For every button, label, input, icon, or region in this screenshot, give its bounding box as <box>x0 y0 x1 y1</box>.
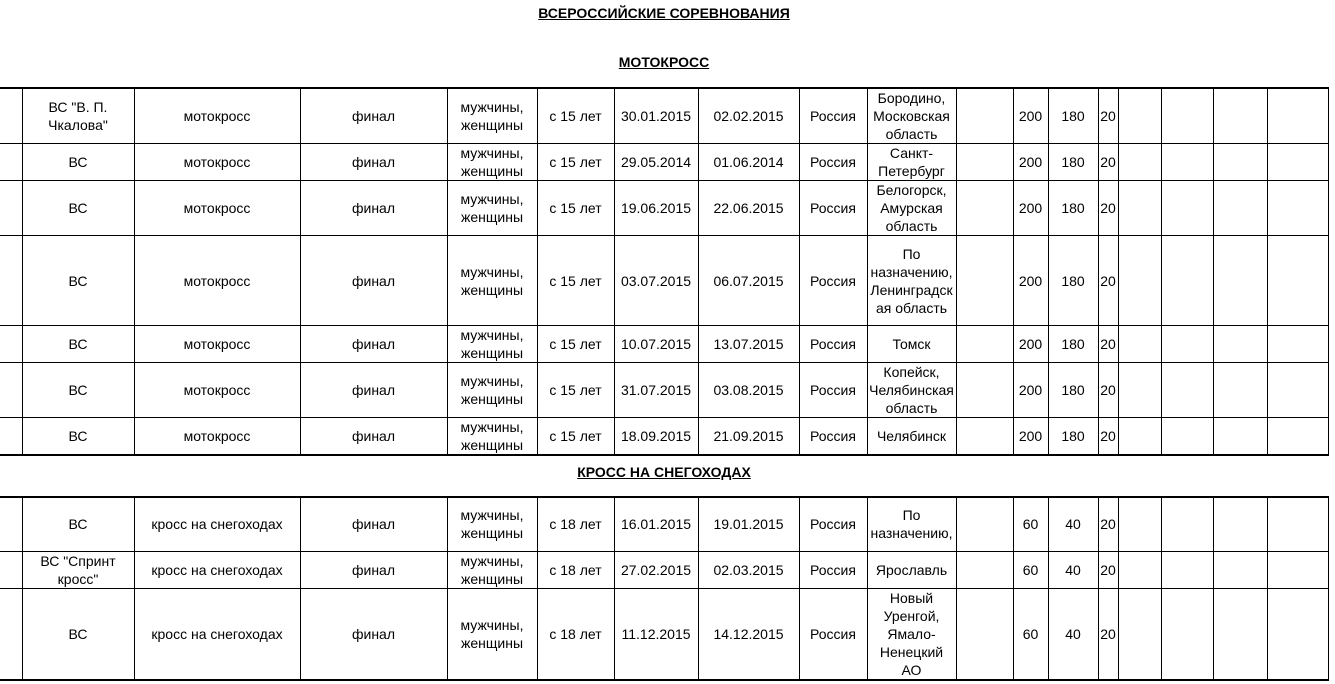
empty-cell <box>1118 551 1161 588</box>
table-row <box>0 236 1328 326</box>
status-cell: ВС <box>22 144 134 181</box>
female-count-cell: 20 <box>1098 181 1118 236</box>
gender-cell: мужчины, женщины <box>447 326 537 363</box>
start-date-cell: 16.01.2015 <box>614 497 698 551</box>
empty-cell <box>1161 88 1213 144</box>
table-row <box>0 88 1328 144</box>
gender-cell: мужчины, женщины <box>447 144 537 181</box>
gender-cell: мужчины, женщины <box>447 588 537 680</box>
end-date-cell: 22.06.2015 <box>698 181 799 236</box>
gender-cell: мужчины, женщины <box>447 363 537 418</box>
empty-cell <box>956 326 1013 363</box>
location-cell: Бородино, Московская область <box>867 88 956 144</box>
gender-cell: мужчины, женщины <box>447 551 537 588</box>
empty-cell <box>956 363 1013 418</box>
participants-cell: 200 <box>1013 363 1048 418</box>
discipline-cell: мотокросс <box>134 88 300 144</box>
stage-cell: финал <box>300 236 447 326</box>
empty-cell <box>0 551 22 588</box>
male-count-cell: 180 <box>1048 363 1098 418</box>
stage-cell: финал <box>300 588 447 680</box>
table-row <box>0 181 1328 236</box>
gender-cell: мужчины, женщины <box>447 236 537 326</box>
male-count-cell: 180 <box>1048 236 1098 326</box>
end-date-cell: 13.07.2015 <box>698 326 799 363</box>
empty-cell <box>1118 326 1161 363</box>
empty-cell <box>1213 497 1267 551</box>
participants-cell: 200 <box>1013 326 1048 363</box>
end-date-cell: 21.09.2015 <box>698 418 799 456</box>
female-count-cell: 20 <box>1098 144 1118 181</box>
location-cell: Томск <box>867 326 956 363</box>
empty-cell <box>1118 588 1161 680</box>
location-cell: По назначению, <box>867 497 956 551</box>
female-count-cell: 20 <box>1098 236 1118 326</box>
gender-cell: мужчины, женщины <box>447 497 537 551</box>
participants-cell: 60 <box>1013 588 1048 680</box>
country-cell: Россия <box>799 144 867 181</box>
male-count-cell: 180 <box>1048 88 1098 144</box>
empty-cell <box>1267 144 1328 181</box>
location-cell: По назначению, Ленинградская область <box>867 236 956 326</box>
page-title: ВСЕРОССИЙСКИЕ СОРЕВНОВАНИЯ <box>538 5 790 21</box>
empty-cell <box>1213 236 1267 326</box>
empty-cell <box>1267 588 1328 680</box>
stage-cell: финал <box>300 551 447 588</box>
end-date-cell: 02.03.2015 <box>698 551 799 588</box>
discipline-cell: кросс на снегоходах <box>134 551 300 588</box>
empty-cell <box>1267 551 1328 588</box>
female-count-cell: 20 <box>1098 551 1118 588</box>
empty-cell <box>956 497 1013 551</box>
empty-cell <box>1267 236 1328 326</box>
male-count-cell: 180 <box>1048 418 1098 456</box>
table-row <box>0 497 1328 551</box>
participants-cell: 200 <box>1013 181 1048 236</box>
empty-cell <box>956 588 1013 680</box>
participants-cell: 60 <box>1013 497 1048 551</box>
start-date-cell: 27.02.2015 <box>614 551 698 588</box>
end-date-cell: 01.06.2014 <box>698 144 799 181</box>
empty-cell <box>1161 551 1213 588</box>
empty-cell <box>1161 363 1213 418</box>
empty-cell <box>0 326 22 363</box>
location-cell: Санкт-Петербург <box>867 144 956 181</box>
table-row <box>0 363 1328 418</box>
empty-cell <box>1213 363 1267 418</box>
status-cell: ВС <box>22 497 134 551</box>
country-cell: Россия <box>799 418 867 456</box>
country-cell: Россия <box>799 181 867 236</box>
male-count-cell: 180 <box>1048 326 1098 363</box>
empty-cell <box>0 588 22 680</box>
empty-cell <box>1118 418 1161 456</box>
end-date-cell: 02.02.2015 <box>698 88 799 144</box>
status-cell: ВС "Спринт кросс" <box>22 551 134 588</box>
country-cell: Россия <box>799 236 867 326</box>
country-cell: Россия <box>799 497 867 551</box>
male-count-cell: 180 <box>1048 144 1098 181</box>
empty-cell <box>1213 551 1267 588</box>
empty-cell <box>1267 363 1328 418</box>
empty-cell <box>1118 144 1161 181</box>
empty-cell <box>956 418 1013 456</box>
start-date-cell: 29.05.2014 <box>614 144 698 181</box>
discipline-cell: кросс на снегоходах <box>134 588 300 680</box>
start-date-cell: 11.12.2015 <box>614 588 698 680</box>
stage-cell: финал <box>300 497 447 551</box>
snowmobile-table <box>0 496 1329 681</box>
end-date-cell: 03.08.2015 <box>698 363 799 418</box>
status-cell: ВС "В. П. Чкалова" <box>22 88 134 144</box>
gender-cell: мужчины, женщины <box>447 181 537 236</box>
country-cell: Россия <box>799 551 867 588</box>
gender-cell: мужчины, женщины <box>447 418 537 456</box>
age-cell: с 18 лет <box>537 588 614 680</box>
female-count-cell: 20 <box>1098 418 1118 456</box>
discipline-cell: мотокросс <box>134 418 300 456</box>
location-cell: Ярославль <box>867 551 956 588</box>
empty-cell <box>956 181 1013 236</box>
male-count-cell: 40 <box>1048 497 1098 551</box>
discipline-cell: мотокросс <box>134 326 300 363</box>
female-count-cell: 20 <box>1098 363 1118 418</box>
status-cell: ВС <box>22 363 134 418</box>
end-date-cell: 14.12.2015 <box>698 588 799 680</box>
stage-cell: финал <box>300 326 447 363</box>
discipline-cell: кросс на снегоходах <box>134 497 300 551</box>
status-cell: ВС <box>22 326 134 363</box>
male-count-cell: 40 <box>1048 551 1098 588</box>
start-date-cell: 10.07.2015 <box>614 326 698 363</box>
start-date-cell: 31.07.2015 <box>614 363 698 418</box>
status-cell: ВС <box>22 181 134 236</box>
empty-cell <box>1213 88 1267 144</box>
country-cell: Россия <box>799 88 867 144</box>
age-cell: с 15 лет <box>537 363 614 418</box>
empty-cell <box>1118 181 1161 236</box>
male-count-cell: 40 <box>1048 588 1098 680</box>
location-cell: Копейск, Челябинская область <box>867 363 956 418</box>
participants-cell: 200 <box>1013 418 1048 456</box>
country-cell: Россия <box>799 326 867 363</box>
age-cell: с 18 лет <box>537 497 614 551</box>
end-date-cell: 19.01.2015 <box>698 497 799 551</box>
empty-cell <box>0 88 22 144</box>
empty-cell <box>0 418 22 456</box>
status-cell: ВС <box>22 588 134 680</box>
age-cell: с 15 лет <box>537 144 614 181</box>
status-cell: ВС <box>22 418 134 456</box>
start-date-cell: 19.06.2015 <box>614 181 698 236</box>
empty-cell <box>1118 236 1161 326</box>
section-title-snowmobile: КРОСС НА СНЕГОХОДАХ <box>577 464 751 480</box>
empty-cell <box>0 181 22 236</box>
empty-cell <box>1213 326 1267 363</box>
country-cell: Россия <box>799 363 867 418</box>
empty-cell <box>0 236 22 326</box>
participants-cell: 200 <box>1013 88 1048 144</box>
female-count-cell: 20 <box>1098 588 1118 680</box>
motocross-table <box>0 87 1329 456</box>
start-date-cell: 18.09.2015 <box>614 418 698 456</box>
empty-cell <box>1213 144 1267 181</box>
participants-cell: 200 <box>1013 144 1048 181</box>
empty-cell <box>956 144 1013 181</box>
discipline-cell: мотокросс <box>134 181 300 236</box>
empty-cell <box>0 363 22 418</box>
empty-cell <box>956 551 1013 588</box>
gender-cell: мужчины, женщины <box>447 88 537 144</box>
empty-cell <box>1118 363 1161 418</box>
table-row <box>0 551 1328 588</box>
age-cell: с 15 лет <box>537 236 614 326</box>
discipline-cell: мотокросс <box>134 144 300 181</box>
empty-cell <box>1161 236 1213 326</box>
empty-cell <box>1267 88 1328 144</box>
empty-cell <box>956 88 1013 144</box>
age-cell: с 15 лет <box>537 181 614 236</box>
empty-cell <box>1267 418 1328 456</box>
empty-cell <box>1161 181 1213 236</box>
start-date-cell: 30.01.2015 <box>614 88 698 144</box>
age-cell: с 15 лет <box>537 418 614 456</box>
female-count-cell: 20 <box>1098 88 1118 144</box>
empty-cell <box>1267 326 1328 363</box>
empty-cell <box>1213 588 1267 680</box>
age-cell: с 18 лет <box>537 551 614 588</box>
table-row <box>0 144 1328 181</box>
start-date-cell: 03.07.2015 <box>614 236 698 326</box>
empty-cell <box>0 144 22 181</box>
age-cell: с 15 лет <box>537 88 614 144</box>
location-cell: Челябинск <box>867 418 956 456</box>
table-row <box>0 418 1328 456</box>
empty-cell <box>956 236 1013 326</box>
end-date-cell: 06.07.2015 <box>698 236 799 326</box>
empty-cell <box>1161 144 1213 181</box>
discipline-cell: мотокросс <box>134 363 300 418</box>
location-cell: Новый Уренгой, Ямало-Ненецкий АО <box>867 588 956 680</box>
female-count-cell: 20 <box>1098 497 1118 551</box>
empty-cell <box>1161 497 1213 551</box>
stage-cell: финал <box>300 144 447 181</box>
age-cell: с 15 лет <box>537 326 614 363</box>
participants-cell: 60 <box>1013 551 1048 588</box>
participants-cell: 200 <box>1013 236 1048 326</box>
female-count-cell: 20 <box>1098 326 1118 363</box>
empty-cell <box>1213 181 1267 236</box>
stage-cell: финал <box>300 418 447 456</box>
discipline-cell: мотокросс <box>134 236 300 326</box>
stage-cell: финал <box>300 363 447 418</box>
empty-cell <box>1118 497 1161 551</box>
stage-cell: финал <box>300 181 447 236</box>
table-row <box>0 326 1328 363</box>
empty-cell <box>1213 418 1267 456</box>
empty-cell <box>1118 88 1161 144</box>
empty-cell <box>1267 497 1328 551</box>
country-cell: Россия <box>799 588 867 680</box>
empty-cell <box>1161 326 1213 363</box>
empty-cell <box>0 497 22 551</box>
empty-cell <box>1267 181 1328 236</box>
section-title-motocross: МОТОКРОСС <box>618 54 710 70</box>
location-cell: Белогорск, Амурская область <box>867 181 956 236</box>
male-count-cell: 180 <box>1048 181 1098 236</box>
empty-cell <box>1161 588 1213 680</box>
empty-cell <box>1161 418 1213 456</box>
status-cell: ВС <box>22 236 134 326</box>
table-row <box>0 588 1328 680</box>
stage-cell: финал <box>300 88 447 144</box>
